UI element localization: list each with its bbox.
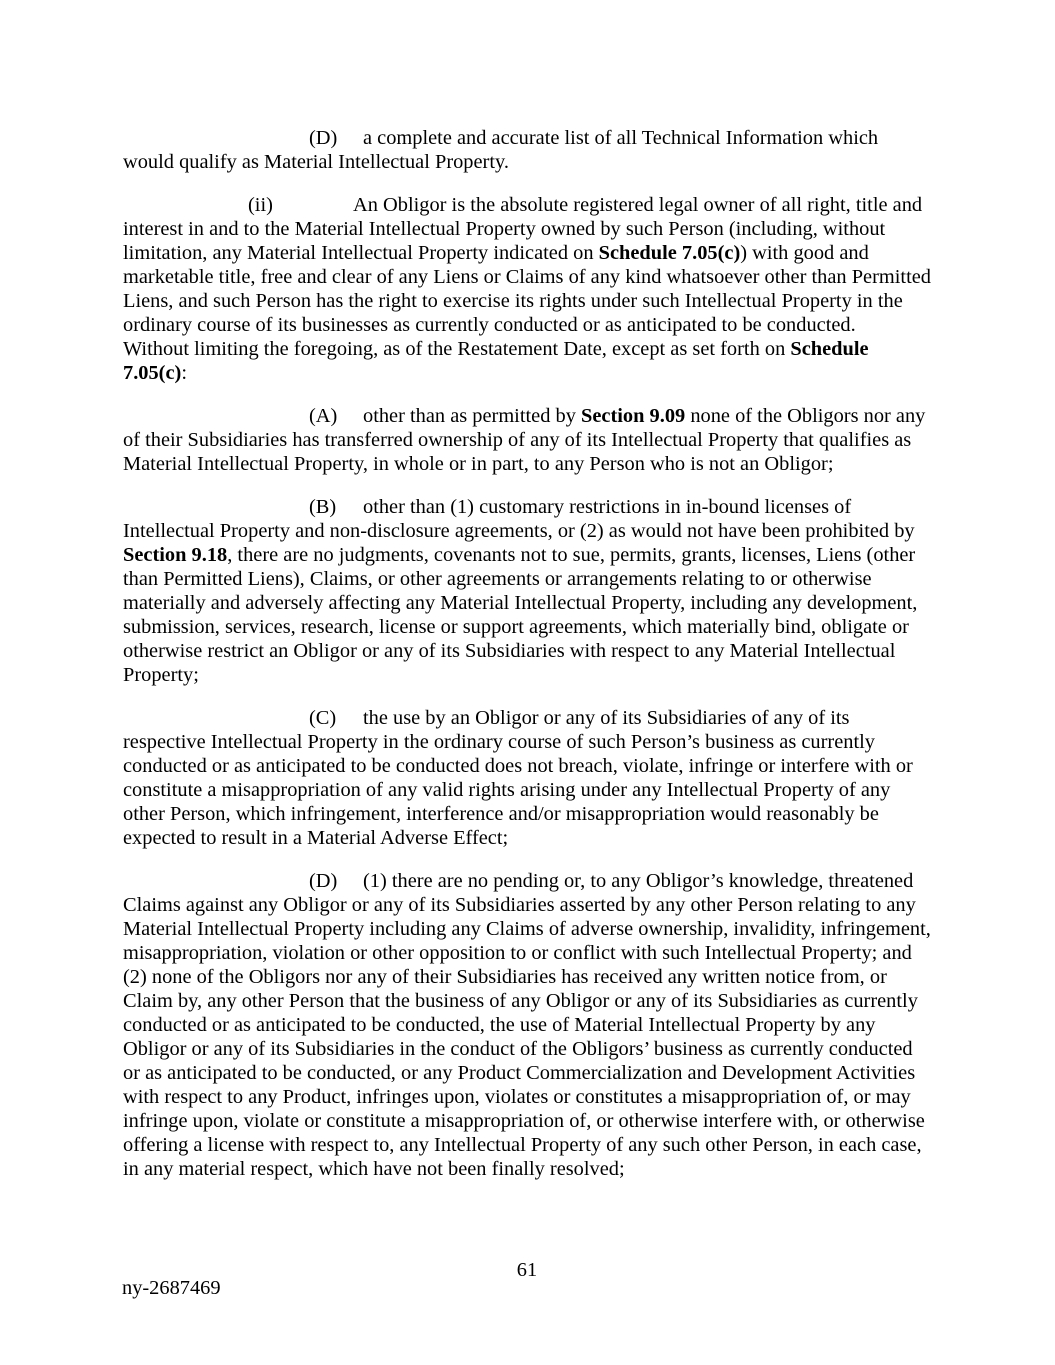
clause-text: none of the Obligors nor any of their Subsidiaries has transferred ownership of any of its Intellectual Property that qualifies as Material Intellectual Property, in whole or in part, to any Person who is not an Obligor;: [123, 405, 926, 475]
clause-text: An Obligor is the absolute registered legal owner of all right, title and interest in and to the Material Intellectual Property owned by such Person (including, without limitation, any Material Intellectual Property indicated on: [123, 194, 923, 264]
clause-text: other than as permitted by: [363, 405, 582, 427]
clause-text: :: [181, 362, 187, 384]
clause-paragraph: [123, 706, 931, 850]
page-number: 61: [516, 1259, 538, 1281]
clause-text: other than (1) customary restrictions in in-bound licenses of Intellectual Property and non-disclosure agreements, or (2) as would not have been prohibited by: [123, 496, 915, 542]
clause-label: (ii): [248, 194, 273, 216]
clause-label: (D): [309, 127, 338, 149]
cross-reference-bold: Section 9.09: [581, 405, 686, 427]
cross-reference-bold: Section 9.18: [123, 544, 228, 566]
clause-paragraph: [123, 193, 931, 385]
document-id-stamp: ny-2687469: [122, 1277, 221, 1299]
clause-text: , there are no judgments, covenants not to sue, permits, grants, licenses, Liens (other than Permitted Liens), Claims, or other agreements or arrangements relating to or otherwise materially and adversely affecting any Material Intellectual Property, including any development, submission, services, research, license or support agreements, which materially bind, obligate or otherwise restrict an Obligor or any of its Subsidiaries with respect to any Material Intellectual Property;: [123, 544, 918, 686]
clause-text: ) with good and marketable title, free and clear of any Liens or Claims of any kind whatsoever other than Permitted Liens, and such Person has the right to exercise its rights under such Intellectual Property in the ordinary course of its businesses as currently conducted or as anticipated to be conducted. Without limiting the foregoing, as of the Restatement Date, except as set forth on: [123, 242, 931, 360]
clause-paragraph: [123, 495, 931, 687]
clause-label: (A): [309, 405, 338, 427]
clause-text: a complete and accurate list of all Technical Information which would qualify as Material Intellectual Property.: [123, 127, 879, 173]
clause-text: the use by an Obligor or any of its Subsidiaries of any of its respective Intellectual Property in the ordinary course of such Person’s business as currently conducted or as anticipated to be conducted does not breach, violate, infringe or interfere with or constitute a misappropriation of any valid rights arising under any Intellectual Property of any other Person, which infringement, interference and/or misappropriation would reasonably be expected to result in a Material Adverse Effect;: [123, 707, 913, 849]
clause-paragraph: [123, 126, 931, 174]
cross-reference-bold: Schedule 7.05(c): [123, 338, 869, 384]
clause-label: (D): [309, 870, 338, 892]
cross-reference-bold: Schedule 7.05(c): [598, 242, 741, 264]
clause-paragraph: [123, 404, 931, 476]
clause-label: (C): [309, 707, 337, 729]
document-body: [123, 126, 931, 1200]
clause-label: (B): [309, 496, 337, 518]
clause-paragraph: [123, 869, 931, 1181]
clause-text: (1) there are no pending or, to any Obligor’s knowledge, threatened Claims against any Obligor or any of its Subsidiaries asserted by any other Person relating to any Material Intellectual Property including any Claims of adverse ownership, invalidity, infringement, misappropriation, violation or other opposition to or conflict with such Intellectual Property; and (2) none of the Obligors nor any of their Subsidiaries has received any written notice from, or Claim by, any other Person that the business of any Obligor or any of its Subsidiaries as currently conducted or as anticipated to be conducted, the use of Material Intellectual Property by any Obligor or any of its Subsidiaries in the conduct of the Obligors’ business as currently conducted or as anticipated to be conducted, or any Product Commercialization and Development Activities with respect to any Product, infringes upon, violates or constitutes a misappropriation of, or may infringe upon, violate or constitute a misappropriation of, or otherwise interfere with, or otherwise offering a license with respect to, any Intellectual Property of any such other Person, in each case, in any material respect, which have not been finally resolved;: [123, 870, 931, 1180]
